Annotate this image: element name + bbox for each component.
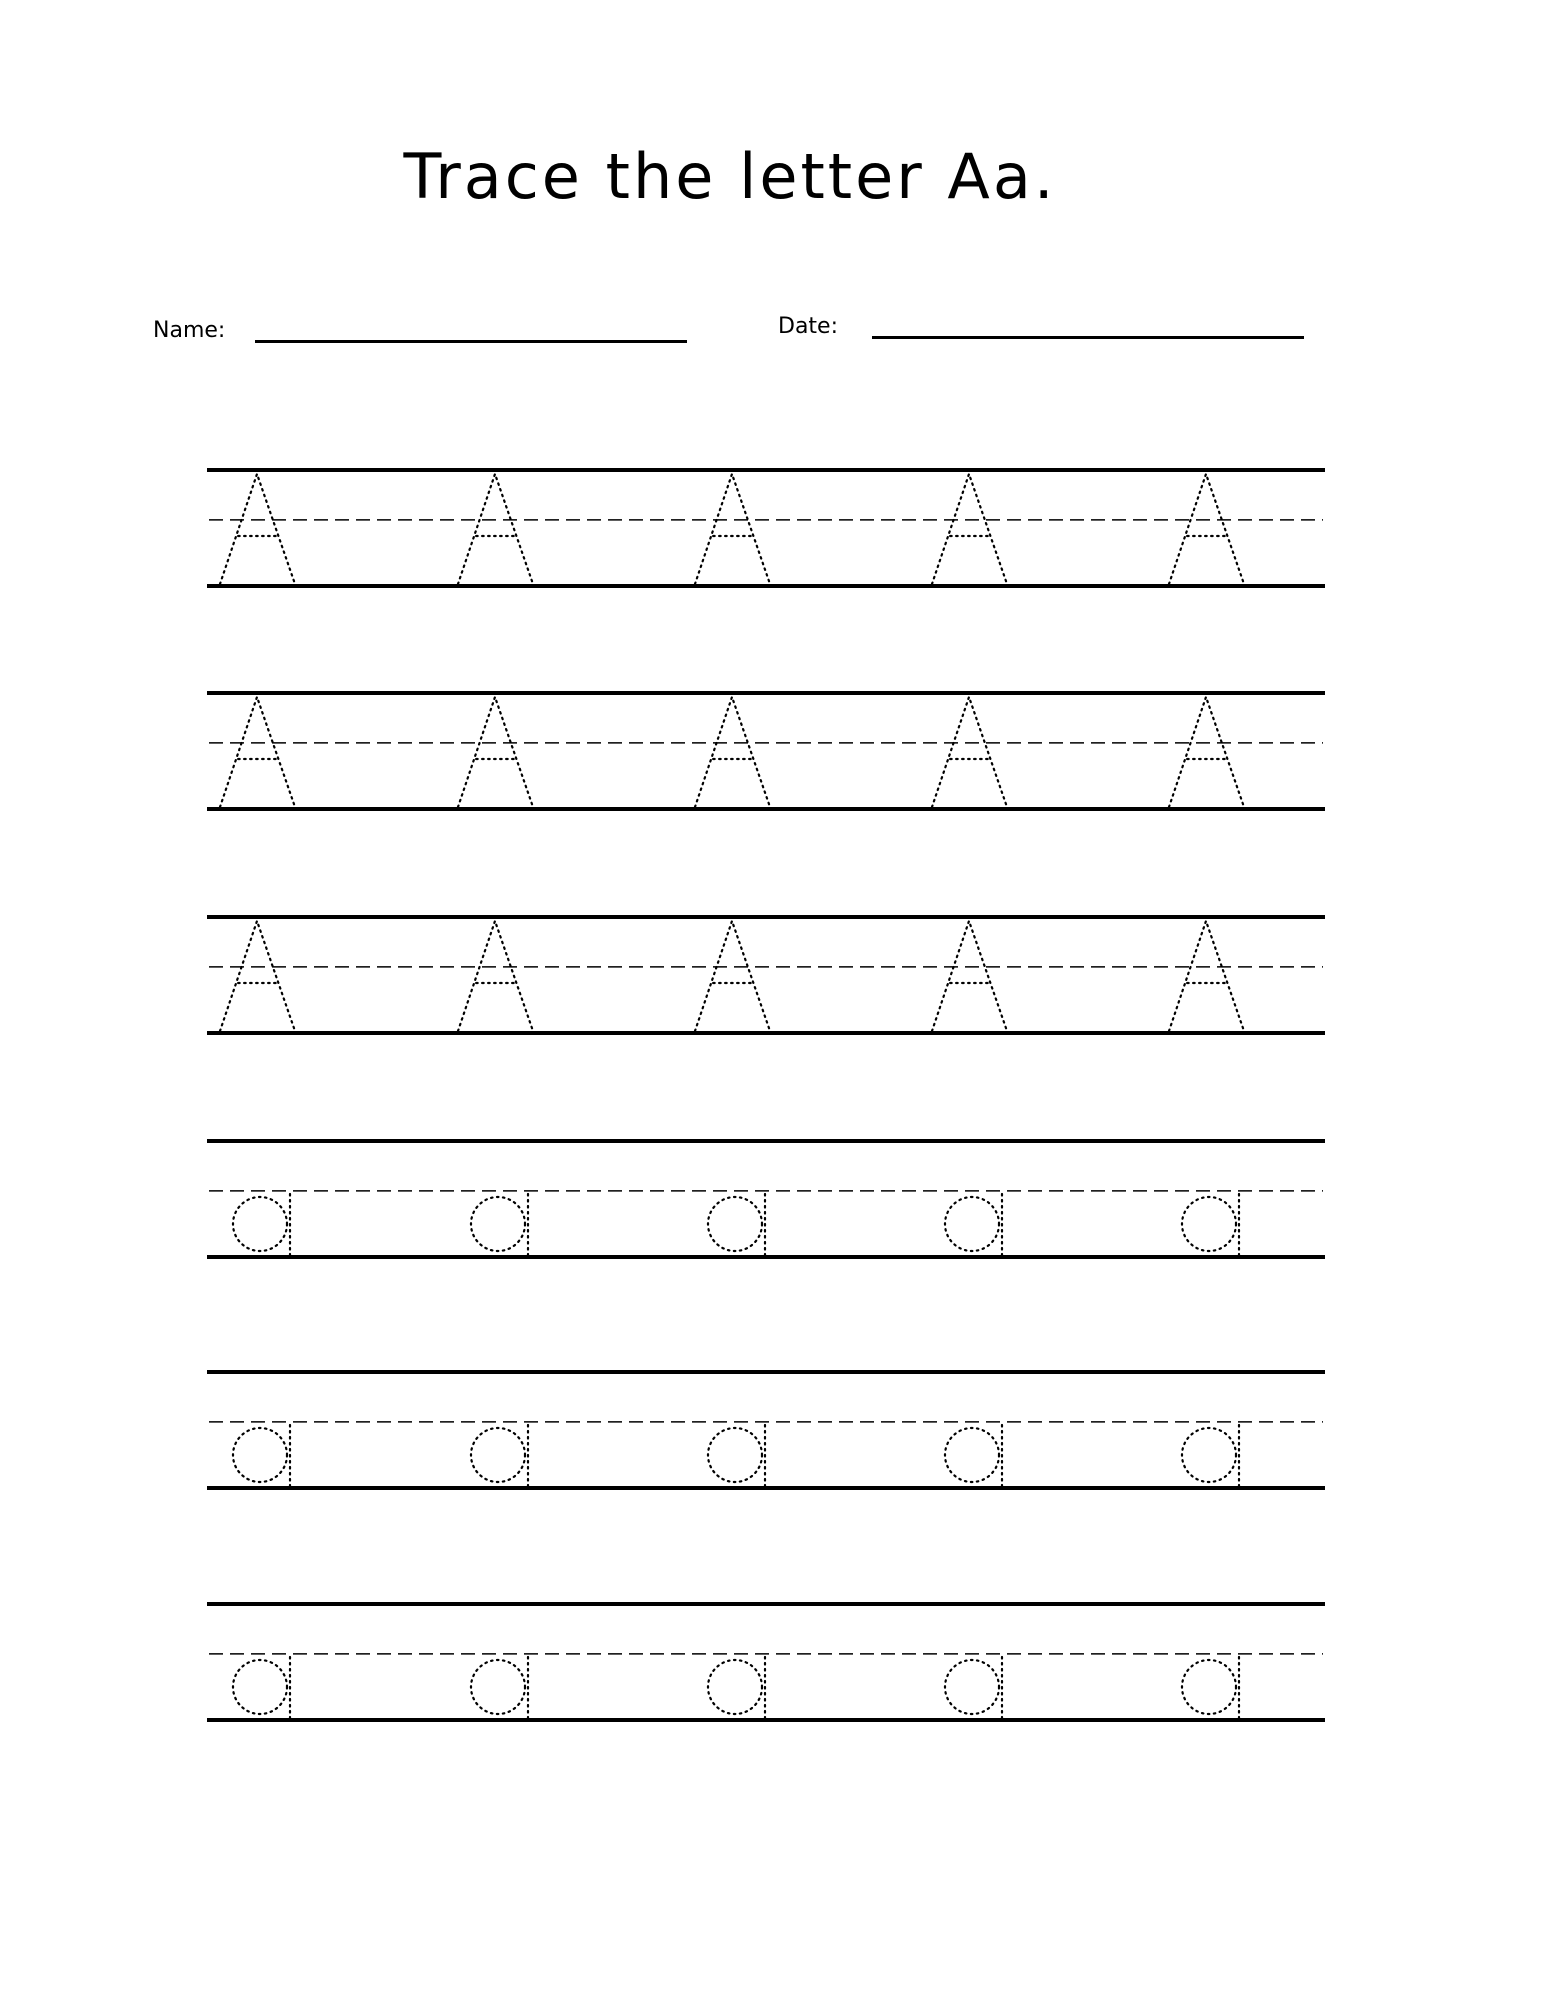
- name-label: Name:: [153, 318, 226, 343]
- tracing-row: [207, 470, 1325, 586]
- trace-letter-uppercase-a: [220, 474, 295, 584]
- trace-letter-lowercase-a: [1182, 1425, 1239, 1486]
- tracing-row: [207, 1604, 1325, 1720]
- tracing-row: [207, 693, 1325, 809]
- trace-letter-uppercase-a: [458, 474, 533, 584]
- trace-letter-lowercase-a: [708, 1194, 765, 1255]
- trace-letter-uppercase-a: [932, 697, 1007, 807]
- trace-letter-lowercase-a: [945, 1657, 1002, 1718]
- trace-letter-uppercase-a: [932, 921, 1007, 1031]
- page-title: Trace the letter Aa.: [403, 140, 1057, 213]
- trace-letter-uppercase-a: [220, 697, 295, 807]
- date-label: Date:: [778, 314, 838, 339]
- trace-letter-lowercase-a: [708, 1657, 765, 1718]
- trace-letter-lowercase-a: [233, 1194, 290, 1255]
- trace-letter-uppercase-a: [695, 474, 770, 584]
- trace-letter-lowercase-a: [471, 1425, 528, 1486]
- trace-letter-uppercase-a: [1169, 921, 1244, 1031]
- trace-letter-lowercase-a: [1182, 1194, 1239, 1255]
- tracing-row: [207, 1372, 1325, 1488]
- trace-letter-uppercase-a: [1169, 474, 1244, 584]
- trace-letter-lowercase-a: [471, 1194, 528, 1255]
- trace-letter-lowercase-a: [233, 1657, 290, 1718]
- trace-letter-lowercase-a: [1182, 1657, 1239, 1718]
- trace-letter-uppercase-a: [932, 474, 1007, 584]
- trace-letter-uppercase-a: [220, 921, 295, 1031]
- tracing-row: [207, 1141, 1325, 1257]
- trace-letter-lowercase-a: [945, 1194, 1002, 1255]
- trace-letter-uppercase-a: [695, 697, 770, 807]
- trace-letter-lowercase-a: [233, 1425, 290, 1486]
- trace-letter-lowercase-a: [471, 1657, 528, 1718]
- trace-letter-uppercase-a: [1169, 697, 1244, 807]
- trace-letter-uppercase-a: [458, 697, 533, 807]
- trace-letter-lowercase-a: [945, 1425, 1002, 1486]
- tracing-row: [207, 917, 1325, 1033]
- trace-letter-uppercase-a: [458, 921, 533, 1031]
- trace-letter-lowercase-a: [708, 1425, 765, 1486]
- trace-letter-uppercase-a: [695, 921, 770, 1031]
